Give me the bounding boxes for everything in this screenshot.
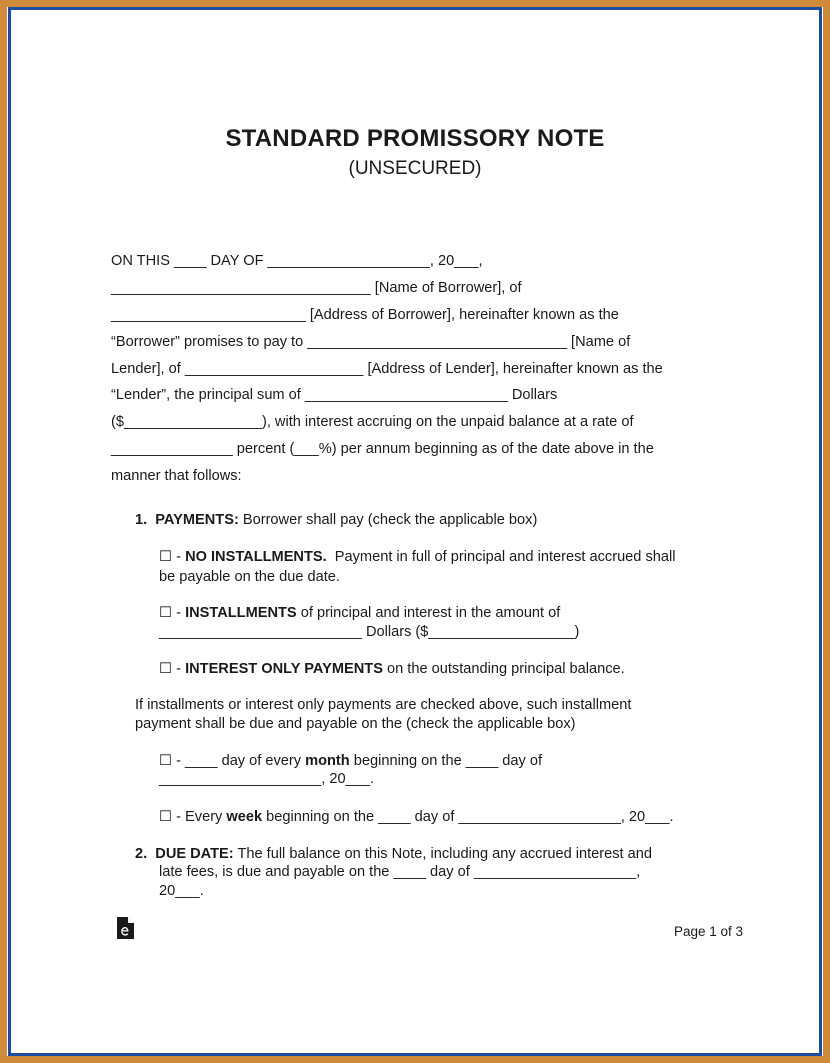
option-no-installments bbox=[159, 548, 675, 565]
option-weekly-label: week bbox=[226, 809, 263, 825]
intro-line-3: ________________________ [Address of Borrower], hereinafter known as the bbox=[111, 307, 619, 323]
checkbox-monthly[interactable]: ☐ - ____ day of every bbox=[159, 753, 306, 769]
section-1-number: 1. bbox=[135, 512, 148, 528]
option-monthly-line2: ____________________, 20___. bbox=[159, 771, 375, 787]
option-no-installments-line2: be payable on the due date. bbox=[159, 569, 340, 585]
checkbox-no-installments[interactable]: ☐ - bbox=[159, 549, 186, 565]
condition-line-2: payment shall be due and payable on the (check the applicable box) bbox=[135, 716, 576, 732]
document-subtitle: (UNSECURED) bbox=[348, 158, 482, 179]
section-2-heading bbox=[135, 846, 652, 862]
eforms-logo-icon bbox=[115, 916, 135, 940]
option-monthly bbox=[159, 752, 542, 769]
option-installments-text: of principal and interest in the amount of bbox=[296, 605, 561, 621]
intro-line-8: _______________ percent (___%) per annum beginning as of the date above in the bbox=[111, 441, 654, 457]
section-1-heading bbox=[135, 512, 537, 528]
condition-line-1: If installments or interest only payments are checked above, such installment bbox=[135, 697, 632, 713]
option-monthly-text: beginning on the ____ day of bbox=[349, 753, 543, 769]
option-weekly bbox=[159, 808, 674, 825]
checkbox-interest-only[interactable]: ☐ - bbox=[159, 661, 186, 677]
section-2-line2: late fees, is due and payable on the ____ day of ____________________, bbox=[159, 864, 641, 880]
option-installments-label: INSTALLMENTS bbox=[185, 605, 297, 621]
intro-line-2: ________________________________ [Name of Borrower], of bbox=[111, 280, 522, 296]
page-number: Page 1 of 3 bbox=[674, 924, 744, 939]
option-interest-only bbox=[159, 660, 625, 677]
option-installments-line2: _________________________ Dollars ($__________________) bbox=[159, 624, 580, 640]
intro-line-1: ON THIS ____ DAY OF ____________________, 20___, bbox=[111, 253, 483, 269]
option-interest-only-text: on the outstanding principal balance. bbox=[382, 661, 625, 677]
checkbox-installments[interactable]: ☐ - bbox=[159, 605, 186, 621]
section-1-title: PAYMENTS: bbox=[155, 512, 239, 528]
intro-line-6: “Lender”, the principal sum of _________________________ Dollars bbox=[111, 387, 558, 403]
option-no-installments-label: NO INSTALLMENTS. bbox=[185, 549, 327, 565]
checkbox-weekly[interactable]: ☐ - Every bbox=[159, 809, 227, 825]
section-2-number: 2. bbox=[135, 846, 148, 862]
section-2-text: The full balance on this Note, including any accrued interest and bbox=[233, 846, 653, 862]
intro-line-4: “Borrower” promises to pay to ________________________________ [Name of bbox=[111, 334, 631, 350]
option-weekly-text: beginning on the ____ day of ____________________, 20___. bbox=[262, 809, 674, 825]
option-installments bbox=[159, 604, 560, 621]
section-1-text: Borrower shall pay (check the applicable box) bbox=[238, 512, 538, 528]
option-interest-only-label: INTEREST ONLY PAYMENTS bbox=[185, 661, 383, 677]
intro-line-7: ($_________________), with interest accruing on the unpaid balance at a rate of bbox=[111, 414, 634, 430]
document-title: STANDARD PROMISSORY NOTE bbox=[225, 125, 605, 152]
intro-line-5: Lender], of ______________________ [Address of Lender], hereinafter known as the bbox=[111, 361, 663, 377]
intro-line-9: manner that follows: bbox=[111, 468, 242, 484]
section-2-line3: 20___. bbox=[159, 883, 204, 899]
section-2-title: DUE DATE: bbox=[155, 846, 234, 862]
option-monthly-label: month bbox=[305, 753, 350, 769]
option-no-installments-text: Payment in full of principal and interest accrued shall bbox=[326, 549, 676, 565]
